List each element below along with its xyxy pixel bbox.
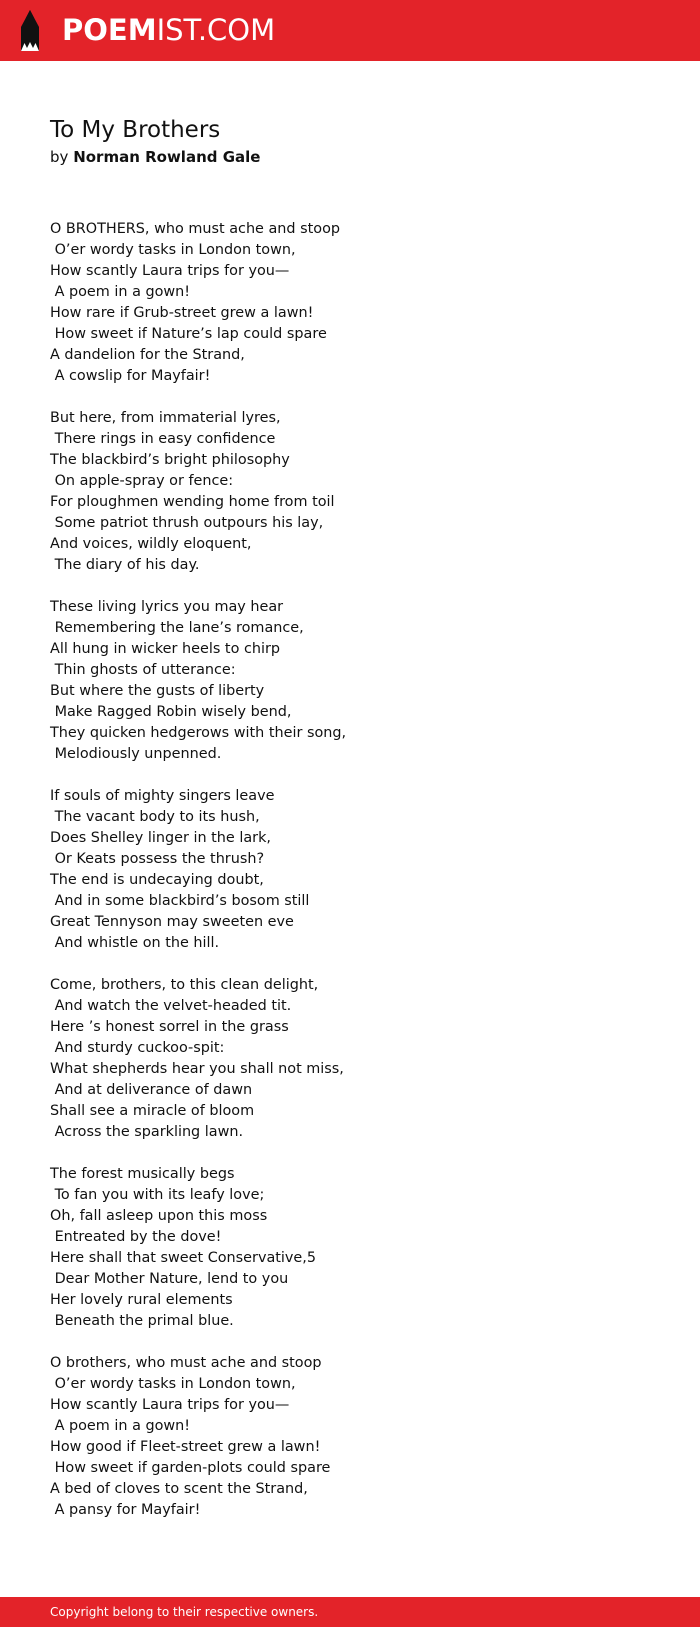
poem-title: To My Brothers (50, 117, 221, 143)
poem-line: A poem in a gown! (50, 284, 191, 300)
poem-line: Her lovely rural elements (50, 1292, 233, 1308)
poem-line: Dear Mother Nature, lend to you (50, 1271, 289, 1287)
poem-line: Make Ragged Robin wisely bend, (50, 704, 292, 720)
poem-line: Some patriot thrush outpours his lay, (50, 515, 324, 531)
poem-line: There rings in easy confidence (50, 431, 276, 447)
poem-line: O BROTHERS, who must ache and stoop (50, 221, 341, 237)
poem-line: A poem in a gown! (50, 1418, 191, 1434)
poem-line: All hung in wicker heels to chirp (50, 641, 281, 657)
pencil-icon (18, 10, 42, 51)
poem-line: A pansy for Mayfair! (50, 1502, 201, 1518)
poem-line: The vacant body to its hush, (50, 809, 260, 825)
poem-line: And whistle on the hill. (50, 935, 220, 951)
stanza (50, 408, 650, 576)
poem-line: Great Tennyson may sweeten eve (50, 914, 294, 930)
stanza (50, 1164, 650, 1332)
poem-line: Come, brothers, to this clean delight, (50, 977, 319, 993)
poem-line: Remembering the lane’s romance, (50, 620, 304, 636)
poem-line: How sweet if garden-plots could spare (50, 1460, 331, 1476)
byline (50, 146, 650, 168)
poem-line: A bed of cloves to scent the Strand, (50, 1481, 308, 1497)
poem-line: These living lyrics you may hear (50, 599, 284, 615)
poem-line: A cowslip for Mayfair! (50, 368, 211, 384)
poem-line: How good if Fleet-street grew a lawn! (50, 1439, 321, 1455)
poem-line: The forest musically begs (50, 1166, 235, 1182)
poem-line: They quicken hedgerows with their song, (50, 725, 347, 741)
author-name: Norman Rowland Gale (73, 148, 261, 166)
poem-line: But here, from immaterial lyres, (50, 410, 281, 426)
site-logo-text (62, 10, 275, 51)
poem-line: On apple-spray or fence: (50, 473, 234, 489)
poem-line: The diary of his day. (50, 557, 200, 573)
poem-line: O’er wordy tasks in London town, (50, 242, 296, 258)
poem-line: Melodiously unpenned. (50, 746, 222, 762)
top-bar (0, 0, 700, 61)
poem-line: O’er wordy tasks in London town, (50, 1376, 296, 1392)
poem-line: And voices, wildly eloquent, (50, 536, 252, 552)
site-logo-link[interactable] (18, 10, 275, 51)
copyright-text: Copyright belong to their respective owners. (50, 1605, 319, 1619)
poem-line: Here shall that sweet Conservative,5 (50, 1250, 317, 1266)
poem-line: The end is undecaying doubt, (50, 872, 264, 888)
poem-line: Here ’s honest sorrel in the grass (50, 1019, 289, 1035)
poem-line: How scantly Laura trips for you— (50, 263, 290, 279)
poem-line: How rare if Grub-street grew a lawn! (50, 305, 314, 321)
poem-line: Or Keats possess the thrush? (50, 851, 265, 867)
poem-line: How sweet if Nature’s lap could spare (50, 326, 327, 342)
poem-line: And watch the velvet-headed tit. (50, 998, 292, 1014)
brand-bold: POEM (62, 13, 157, 47)
stanza (50, 597, 650, 765)
poem-header (50, 114, 650, 168)
poem-line: Beneath the primal blue. (50, 1313, 234, 1329)
poem-line: But where the gusts of liberty (50, 683, 265, 699)
by-label: by (50, 148, 69, 166)
poem-line: A dandelion for the Strand, (50, 347, 245, 363)
poem-body (50, 219, 650, 1542)
poem-line: How scantly Laura trips for you— (50, 1397, 290, 1413)
poem-line: And sturdy cuckoo-spit: (50, 1040, 225, 1056)
footer (0, 1597, 700, 1627)
stanza (50, 786, 650, 954)
poem-line: To fan you with its leafy love; (50, 1187, 265, 1203)
poem-line: Shall see a miracle of bloom (50, 1103, 255, 1119)
poem-line: For ploughmen wending home from toil (50, 494, 335, 510)
poem-line: Does Shelley linger in the lark, (50, 830, 271, 846)
poem-line: O brothers, who must ache and stoop (50, 1355, 322, 1371)
poem-line: Oh, fall asleep upon this moss (50, 1208, 268, 1224)
brand-light: IST.COM (156, 13, 276, 47)
poem-line: If souls of mighty singers leave (50, 788, 275, 804)
stanza (50, 975, 650, 1143)
poem-line: Thin ghosts of utterance: (50, 662, 236, 678)
stanza (50, 1353, 650, 1521)
poem-line: And at deliverance of dawn (50, 1082, 253, 1098)
poem-line: What shepherds hear you shall not miss, (50, 1061, 344, 1077)
stanza (50, 219, 650, 387)
poem-line: Across the sparkling lawn. (50, 1124, 244, 1140)
poem-line: Entreated by the dove! (50, 1229, 222, 1245)
poem-line: The blackbird’s bright philosophy (50, 452, 290, 468)
poem-line: And in some blackbird’s bosom still (50, 893, 310, 909)
